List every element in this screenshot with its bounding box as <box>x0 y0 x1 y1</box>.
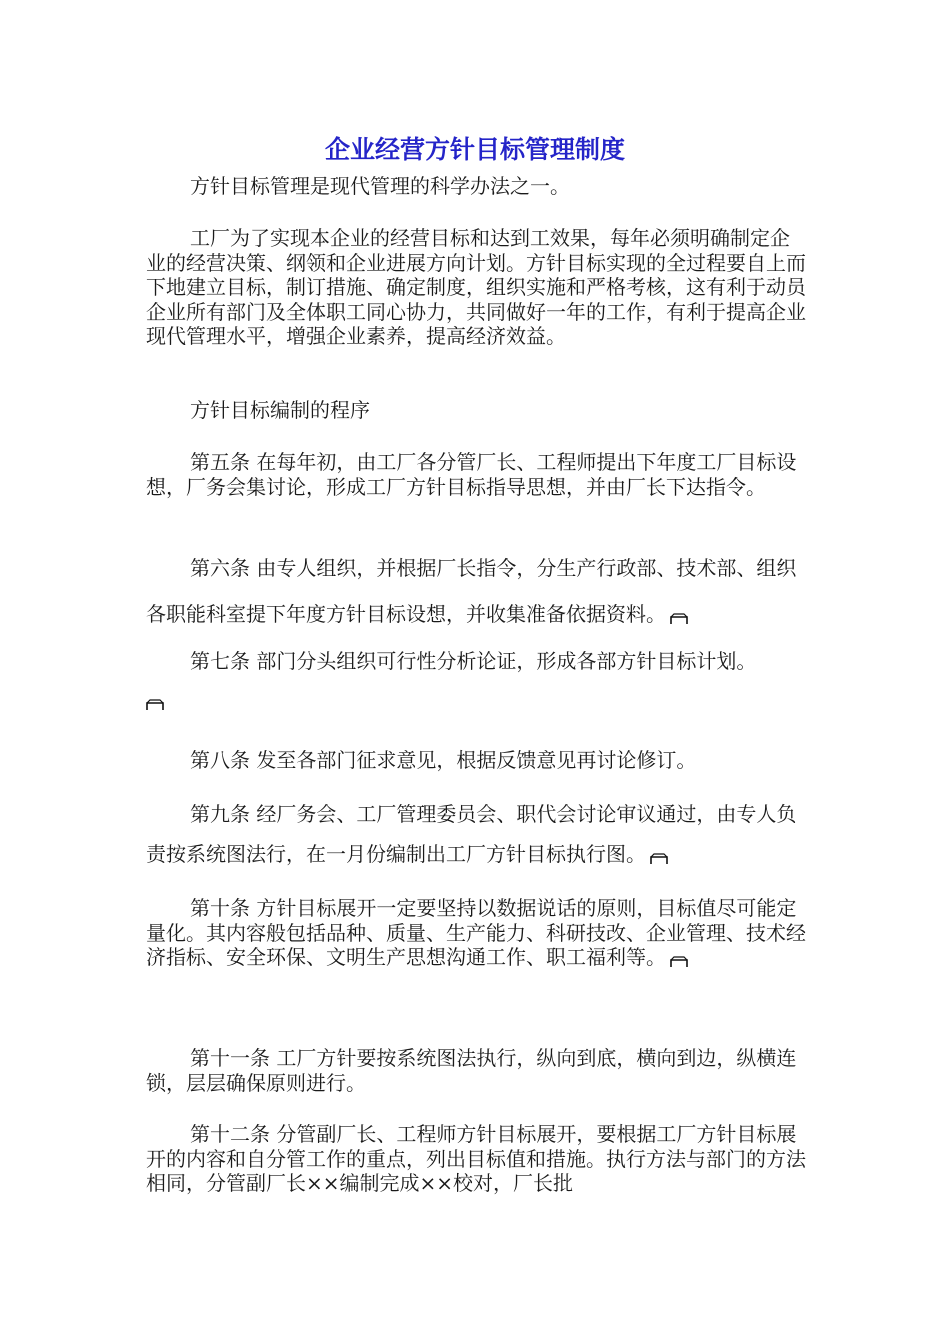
edit-mark-icon <box>650 853 668 865</box>
article-9: 第九条 经厂务会、工厂管理委员会、职代会讨论审议通过，由专人负责按系统图法行，在一月份编制出工厂方针目标执行图。 <box>146 802 797 866</box>
article-10: 第十条 方针目标展开一定要坚持以数据说话的原则，目标值尽可能定量化。其内容般包括品种、质量、生产能力、科研技改、企业管理、技术经济指标、安全环保、文明生产思想沟通工作、职工福利等。 <box>146 896 806 969</box>
article-12: 第十二条 分管副厂长、工程师方针目标展开，要根据工厂方针目标展开的内容和自分管工作的重点，列出目标值和措施。执行方法与部门的方法相同，分管副厂长××编制完成××校对，厂长批 <box>146 1122 806 1195</box>
article-6-block <box>146 545 806 637</box>
article-7: 第七条 部门分头组织可行性分析论证，形成各部方针目标计划。 <box>190 649 757 673</box>
article-9-block <box>146 794 806 874</box>
article-6: 第六条 由专人组织，并根据厂长指令，分生产行政部、技术部、组织各职能科室提下年度方针目标设想，并收集准备依据资料。 <box>146 556 797 626</box>
article-11: 第十一条 工厂方针要按系统图法执行，纵向到底，横向到边，纵横连锁，层层确保原则进行。 <box>146 1046 797 1095</box>
article-5: 第五条 在每年初，由工厂各分管厂长、工程师提出下年度工厂目标设想，厂务会集讨论，形成工厂方针目标指导思想，并由厂长下达指令。 <box>146 450 797 499</box>
article-8: 第八条 发至各部门征求意见，根据反馈意见再讨论修订。 <box>190 748 697 772</box>
edit-mark-icon <box>146 698 164 710</box>
article-10-block <box>146 896 806 970</box>
edit-mark-icon <box>670 956 688 968</box>
paragraph-purpose: 工厂为了实现本企业的经营目标和达到工效果，每年必须明确制定企业的经营决策、纲领和企业进展方向计划。方针目标实现的全过程要自上而下地建立目标，制订措施、确定制度，组织实施和严格考核，这有利于动员企业所有部门及全体职工同心协力，共同做好一年的工作，有利于提高企业现代管理水平，增强企业素养，提高经济效益。 <box>146 226 806 348</box>
paragraph-intro: 方针目标管理是现代管理的科学办法之一。 <box>190 174 570 198</box>
document-title: 企业经营方针目标管理制度 <box>324 135 625 164</box>
edit-mark-icon <box>670 613 688 625</box>
section-heading-procedure: 方针目标编制的程序 <box>190 398 370 422</box>
